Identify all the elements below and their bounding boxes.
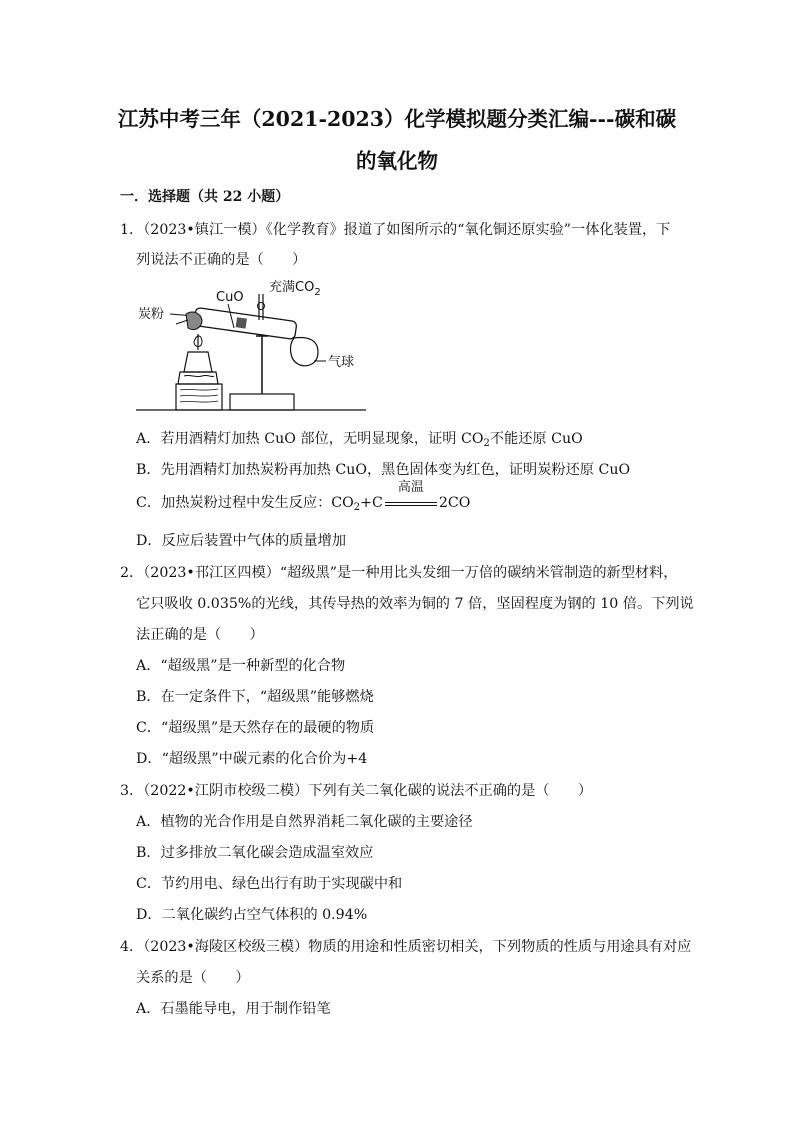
q1-option-c[interactable]: C．加热炭粉过程中发生反应：$CO_2+C$ 高温 2CO xyxy=(136,480,471,513)
label-co2: 充满$CO_2$ xyxy=(269,280,321,298)
q1-stem-line2: 列说法不正确的是（ ） xyxy=(136,252,307,268)
q2-option-b[interactable]: B．在一定条件下，“超级黑”能够燃烧 xyxy=(136,689,374,705)
q2-stem-line3: 法正确的是（ ） xyxy=(136,627,264,643)
q3-option-c[interactable]: C．节约用电、绿色出行有助于实现碳中和 xyxy=(136,876,403,892)
label-qiqiu: 气球 xyxy=(328,355,355,370)
q4-option-a[interactable]: A．石墨能导电，用于制作铅笔 xyxy=(136,1001,331,1017)
q3-stem-line1: 3．（2022•江阴市校级二模）下列有关二氧化碳的说法不正确的是（ ） xyxy=(120,783,593,799)
label-tanfen: 炭粉 xyxy=(138,307,165,322)
document-title: 江苏中考三年（2021-2023）化学模拟题分类汇编---碳和碳的氧化物 xyxy=(117,107,677,173)
apparatus-diagram xyxy=(136,276,366,412)
q2-stem-line1: 2．（2023•邗江区四模）“超级黑”是一种用比头发细一万倍的碳纳米管制造的新型材料， xyxy=(120,565,678,581)
q4-stem-line2: 关系的是（ ） xyxy=(136,970,250,986)
q2-option-d[interactable]: D．“超级黑”中碳元素的化合价为+4 xyxy=(136,751,368,767)
q2-option-a[interactable]: A．“超级黑”是一种新型的化合物 xyxy=(136,658,346,674)
q3-option-b[interactable]: B．过多排放二氧化碳会造成温室效应 xyxy=(136,845,374,861)
q2-option-c[interactable]: C．“超级黑”是天然存在的最硬的物质 xyxy=(136,720,375,736)
q3-option-d[interactable]: D．二氧化碳约占空气体积的 0.94% xyxy=(136,907,368,923)
q2-stem-line2: 它只吸收 0.035%的光线，其传导热的效率为铜的 7 倍，坚固程度为钢的 10 倍。下列说 xyxy=(136,596,694,612)
q1-apparatus-figure xyxy=(136,276,366,412)
q1-option-a[interactable]: A．若用酒精灯加热 CuO 部位，无明显现象，证明 $CO_2$不能还原 CuO xyxy=(136,431,583,449)
q4-stem-line1: 4．（2023•海陵区校级三模）物质的用途和性质密切相关，下列物质的性质与用途具有对应 xyxy=(120,939,692,955)
q1-option-d[interactable]: D．反应后装置中气体的质量增加 xyxy=(136,533,347,549)
q3-option-a[interactable]: A．植物的光合作用是自然界消耗二氧化碳的主要途径 xyxy=(136,814,473,830)
label-cuo: CuO xyxy=(216,290,244,305)
section-heading: 一．选择题（共 22 小题） xyxy=(120,189,290,205)
reaction-arrow: 高温 xyxy=(383,495,439,511)
q1-option-b[interactable]: B．先用酒精灯加热炭粉再加热 CuO，黑色固体变为红色，证明炭粉还原 CuO xyxy=(136,462,631,478)
q1-stem-line1: 1．（2023•镇江一模）《化学教育》报道了如图所示的“氧化铜还原实验”一体化装置，下 xyxy=(120,222,671,238)
